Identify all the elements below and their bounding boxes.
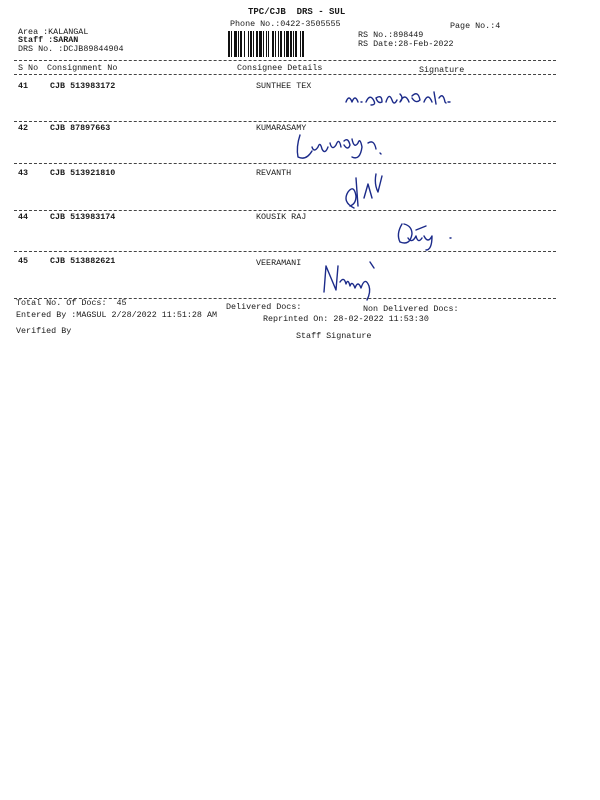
delivery-signature-44 [394,220,466,252]
table-row-consignment-no: CJB 513983172 [50,81,116,91]
barcode [228,31,352,57]
rs-number: RS No.:898449 [358,30,424,40]
table-row-s-no: 43 [18,168,29,178]
delivery-signature-42 [294,133,394,167]
non-delivered-docs: Non Delivered Docs: [363,304,459,314]
table-row-s-no: 44 [18,212,29,222]
table-row-consignee: REVANTH [256,168,292,178]
table-row-consignee: KOUSIK RAJ [256,212,307,222]
divider [14,60,556,61]
delivered-docs: Delivered Docs: [226,302,302,312]
divider [14,251,556,252]
total-docs: Total No. Of Docs: 45 [16,298,127,308]
column-header-consignment-no: Consignment No [47,63,118,73]
document-title: TPC/CJB DRS - SUL [248,7,346,17]
delivery-signature-43 [340,172,386,212]
table-row-consignment-no: CJB 513983174 [50,212,116,222]
delivery-signature-41 [344,88,464,112]
table-row-s-no: 41 [18,81,29,91]
column-header-signature: Signature [419,65,465,75]
table-row-consignment-no: CJB 87897663 [50,123,111,133]
staff-label: Staff :SARAN [18,35,79,45]
drs-number: DRS No. :DCJB89844904 [18,44,124,54]
divider [14,163,556,164]
divider [14,74,556,75]
table-row-s-no: 45 [18,256,29,266]
page-number: Page No.:4 [450,21,501,31]
table-row-consignee: VEERAMANI [256,258,302,268]
table-row-consignment-no: CJB 513882621 [50,256,116,266]
verified-by-label: Verified By [16,326,72,336]
delivery-signature-45 [320,258,390,298]
column-header-consignee-details: Consignee Details [237,63,323,73]
table-row-consignee: KUMARASAMY [256,123,307,133]
phone-number: Phone No.:0422-3505555 [230,19,341,29]
divider [14,121,556,122]
area-label: Area :KALANGAL [18,27,89,37]
staff-signature-label: Staff Signature [296,331,372,341]
table-row-s-no: 42 [18,123,29,133]
divider [14,210,556,211]
table-row-consignee: SUNTHEE TEX [256,81,312,91]
reprinted-on: Reprinted On: 28-02-2022 11:53:30 [263,314,429,324]
column-header-s-no: S No [18,63,39,73]
entered-by: Entered By :MAGSUL 2/28/2022 11:51:28 AM [16,310,218,320]
rs-date: RS Date:28-Feb-2022 [358,39,454,49]
table-row-consignment-no: CJB 513921810 [50,168,116,178]
